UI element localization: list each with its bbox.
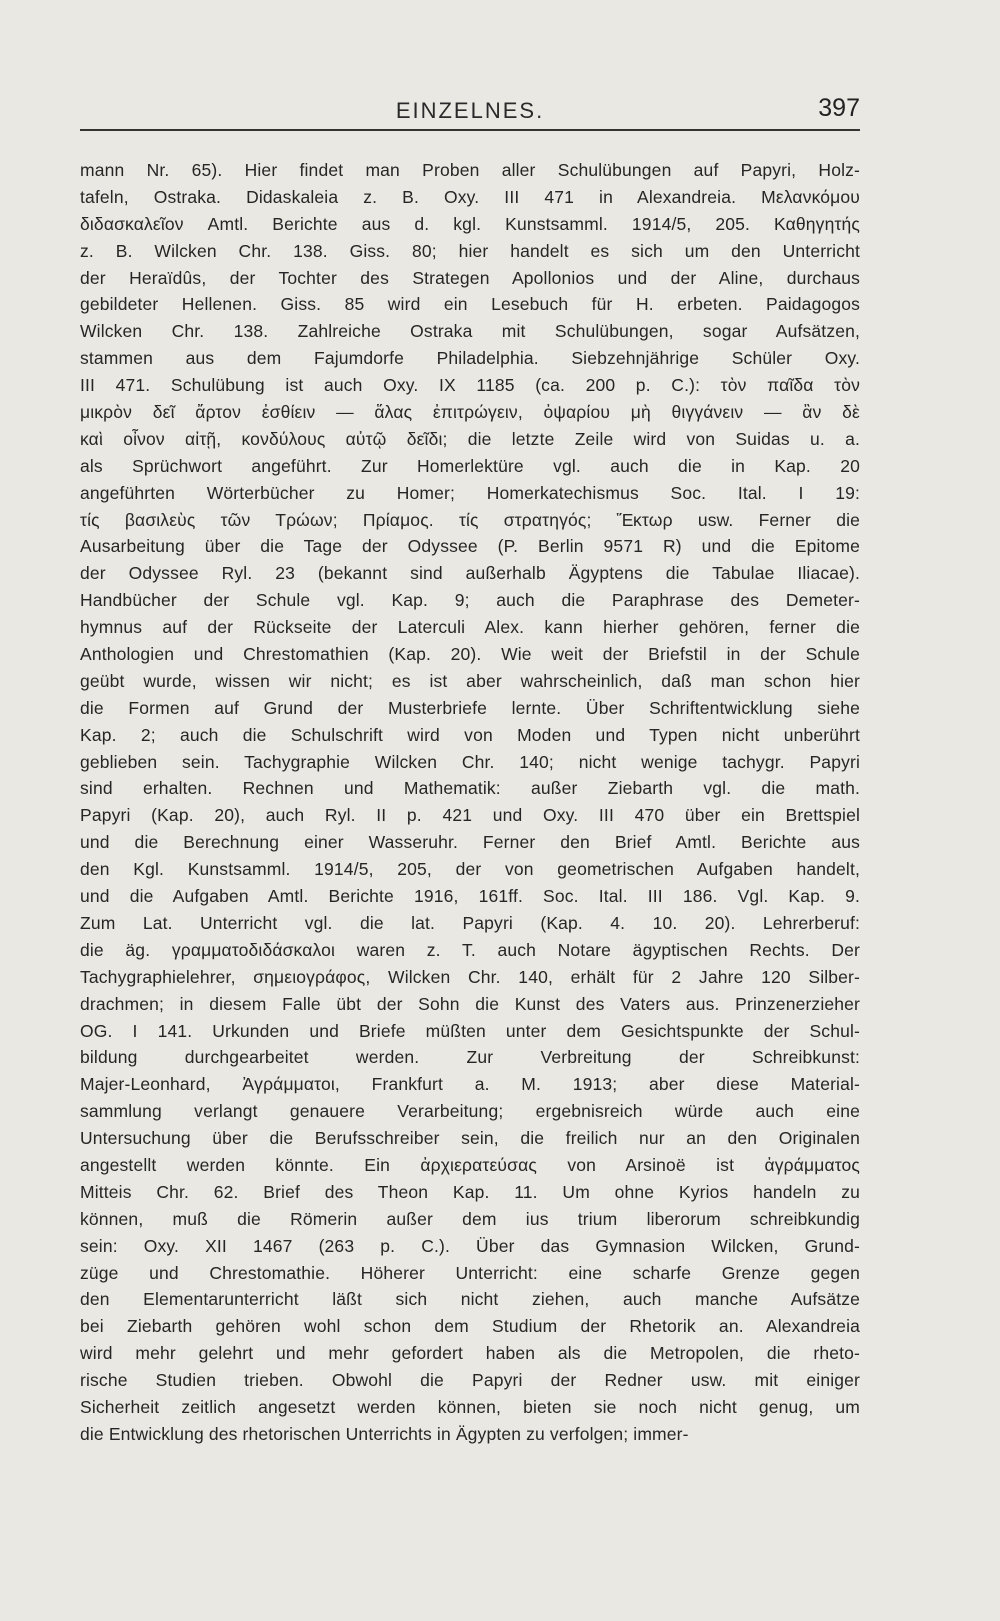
text-line: Wilcken Chr. 138. Zahlreiche Ostraka mit Schulübungen, sogar Aufsätzen, bbox=[80, 321, 860, 342]
text-line: Majer-Leonhard, Ἀγράμματοι, Frankfurt a. M. 1913; aber diese Material- bbox=[80, 1074, 860, 1095]
text-line: τίς βασιλεὺς τῶν Τρώων; Πρίαμος. τίς στρατηγός; Ἕκτωρ usw. Ferner die bbox=[80, 509, 860, 530]
text-line: den Kgl. Kunstsamml. 1914/5, 205, der von geometrischen Aufgaben handelt, bbox=[80, 859, 860, 880]
text-line: Ausarbeitung über die Tage der Odyssee (P. Berlin 9571 R) und die Epitome bbox=[80, 536, 860, 557]
text-line: stammen aus dem Fajumdorfe Philadelphia. Siebzehnjährige Schüler Oxy. bbox=[80, 348, 860, 369]
text-line: den Elementarunterricht läßt sich nicht ziehen, auch manche Aufsätze bbox=[80, 1289, 860, 1310]
text-line: die Entwicklung des rhetorischen Unterrichts in Ägypten zu verfolgen; immer- bbox=[80, 1423, 689, 1444]
header-rule bbox=[80, 129, 860, 131]
text-line: z. B. Wilcken Chr. 138. Giss. 80; hier handelt es sich um den Unterricht bbox=[80, 240, 860, 261]
running-title: EINZELNES. bbox=[395, 98, 545, 123]
text-line: hymnus auf der Rückseite der Laterculi Alex. kann hierher gehören, ferner die bbox=[80, 617, 860, 638]
text-line: Handbücher der Schule vgl. Kap. 9; auch die Paraphrase des Demeter- bbox=[80, 590, 860, 611]
text-line: καὶ οἶνον αἰτῇ, κονδύλους αὐτῷ δεῖδι; die letzte Zeile wird von Suidas u. a. bbox=[80, 428, 860, 449]
text-line: gebildeter Hellenen. Giss. 85 wird ein Lesebuch für H. erbeten. Paidagogos bbox=[80, 294, 860, 315]
text-line: mann Nr. 65). Hier findet man Proben aller Schulübungen auf Papyri, Holz- bbox=[80, 160, 860, 180]
text-line: wird mehr gelehrt und mehr gefordert haben als die Metropolen, die rheto- bbox=[80, 1343, 860, 1364]
text-line: Mitteis Chr. 62. Brief des Theon Kap. 11. Um ohne Kyrios handeln zu bbox=[80, 1181, 860, 1202]
text-line: drachmen; in diesem Falle übt der Sohn die Kunst des Vaters aus. Prinzenerzieher bbox=[80, 993, 860, 1014]
text-line: angeführten Wörterbücher zu Homer; Homerkatechismus Soc. Ital. I 19: bbox=[80, 482, 860, 503]
text-line: Anthologien und Chrestomathien (Kap. 20). Wie weit der Briefstil in der Schule bbox=[80, 644, 860, 665]
text-line: und die Aufgaben Amtl. Berichte 1916, 161ff. Soc. Ital. III 186. Vgl. Kap. 9. bbox=[80, 886, 860, 907]
text-line: Tachygraphielehrer, σημειογράφος, Wilcken Chr. 140, erhält für 2 Jahre 120 Silber- bbox=[80, 966, 860, 987]
text-line: angestellt werden könnte. Ein ἀρχιερατεύσας von Arsinoë ist ἀγράμματος bbox=[80, 1154, 860, 1175]
text-line: bei Ziebarth gehören wohl schon dem Studium der Rhetorik an. Alexandreia bbox=[80, 1316, 860, 1337]
page-header bbox=[80, 94, 860, 128]
text-line: der Odyssee Ryl. 23 (bekannt sind außerhalb Ägyptens die Tabulae Iliacae). bbox=[80, 563, 860, 584]
text-line: und die Berechnung einer Wasseruhr. Ferner den Brief Amtl. Berichte aus bbox=[80, 832, 860, 853]
text-line: die äg. γραμματοδιδάσκαλοι waren z. T. auch Notare ägyptischen Rechts. Der bbox=[80, 939, 860, 960]
text-line: sein: Oxy. XII 1467 (263 p. C.). Über das Gymnasion Wilcken, Grund- bbox=[80, 1235, 860, 1256]
text-line: sind erhalten. Rechnen und Mathematik: außer Ziebarth vgl. die math. bbox=[80, 778, 860, 799]
text-line: die Formen auf Grund der Musterbriefe lernte. Über Schriftentwicklung siehe bbox=[80, 697, 860, 718]
text-line: können, muß die Römerin außer dem ius trium liberorum schreibkundig bbox=[80, 1208, 860, 1229]
text-line: Untersuchung über die Berufsschreiber sein, die freilich nur an den Originalen bbox=[80, 1128, 860, 1149]
text-line: geübt wurde, wissen wir nicht; es ist aber wahrscheinlich, daß man schon hier bbox=[80, 670, 860, 691]
text-line: rische Studien trieben. Obwohl die Papyri der Redner usw. mit einiger bbox=[80, 1370, 860, 1391]
text-line: tafeln, Ostraka. Didaskaleia z. B. Oxy. III 471 in Alexandreia. Μελανκόμου bbox=[80, 186, 860, 207]
body-text bbox=[80, 157, 860, 1448]
text-line: OG. I 141. Urkunden und Briefe müßten unter dem Gesichtspunkte der Schul- bbox=[80, 1020, 860, 1041]
text-line: III 471. Schulübung ist auch Oxy. IX 1185 (ca. 200 p. C.): τὸν παῖδα τὸν bbox=[80, 375, 860, 396]
text-line: Zum Lat. Unterricht vgl. die lat. Papyri (Kap. 4. 10. 20). Lehrerberuf: bbox=[80, 912, 860, 933]
text-line: geblieben sein. Tachygraphie Wilcken Chr. 140; nicht wenige tachygr. Papyri bbox=[80, 751, 860, 772]
text-line: μικρὸν δεῖ ἄρτον ἐσθίειν — ἅλας ἐπιτρώγειν, ὀψαρίου μὴ θιγγάνειν — ἂν δὲ bbox=[80, 402, 860, 423]
text-line: bildung durchgearbeitet werden. Zur Verbreitung der Schreibkunst: bbox=[80, 1047, 860, 1068]
page-number: 397 bbox=[818, 94, 860, 122]
text-line: Sicherheit zeitlich angesetzt werden können, bieten sie noch nicht genug, um bbox=[80, 1396, 860, 1417]
text-line: sammlung verlangt genauere Verarbeitung; ergebnisreich würde auch eine bbox=[80, 1101, 860, 1122]
text-line: Kap. 2; auch die Schulschrift wird von Moden und Typen nicht unberührt bbox=[80, 724, 860, 745]
text-line: διδασκαλεῖον Amtl. Berichte aus d. kgl. Kunstsamml. 1914/5, 205. Καθηγητής bbox=[80, 213, 860, 234]
text-line: der Heraïdûs, der Tochter des Strategen Apollonios und der Aline, durchaus bbox=[80, 267, 860, 288]
text-line: als Sprüchwort angeführt. Zur Homerlektüre vgl. auch die in Kap. 20 bbox=[80, 455, 860, 476]
text-line: Papyri (Kap. 20), auch Ryl. II p. 421 und Oxy. III 470 über ein Brettspiel bbox=[80, 805, 860, 826]
text-line: züge und Chrestomathie. Höherer Unterricht: eine scharfe Grenze gegen bbox=[80, 1262, 860, 1283]
